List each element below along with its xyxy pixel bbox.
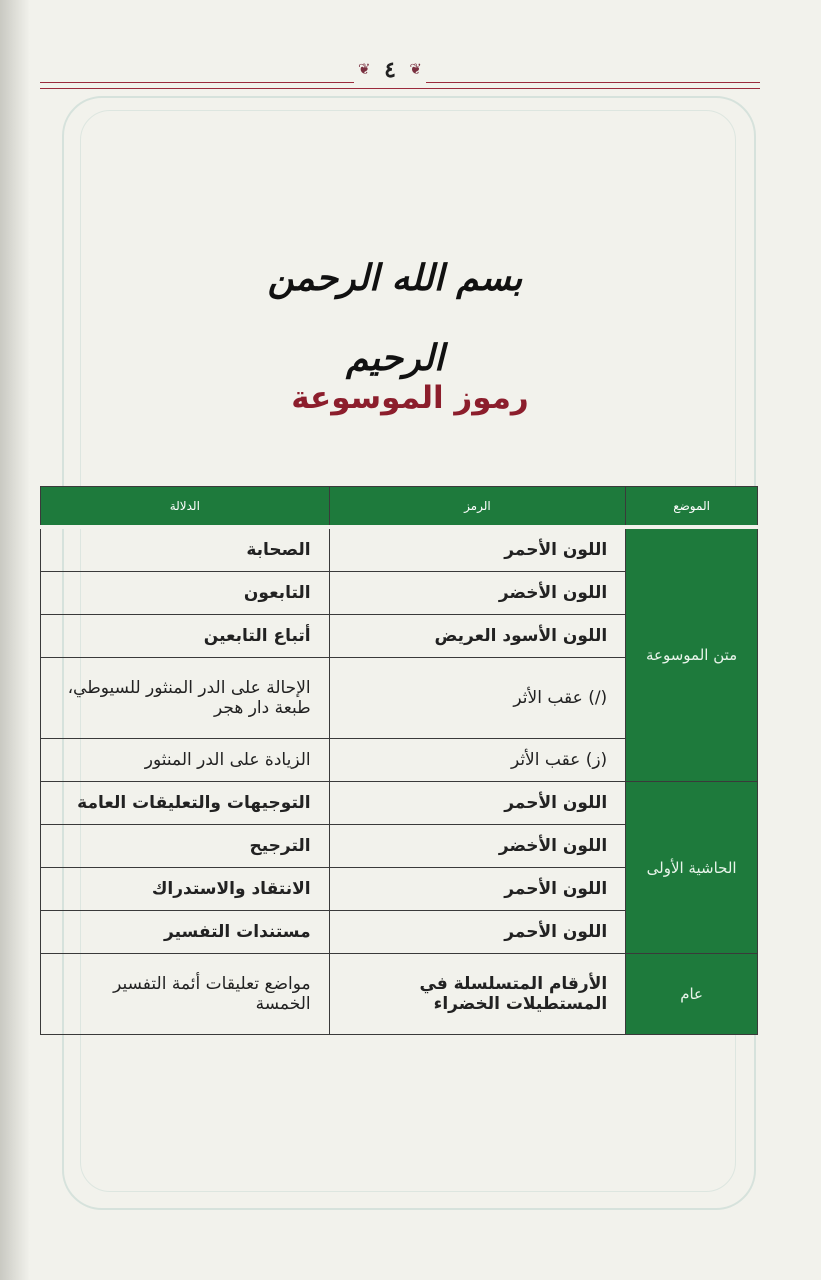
meaning-cell: التابعون — [41, 572, 330, 615]
table-header-row — [41, 487, 758, 528]
page-number: ٤ — [384, 57, 396, 83]
symbol-cell: اللون الأحمر — [329, 911, 626, 954]
symbol-cell: اللون الأسود العريض — [329, 615, 626, 658]
meaning-cell: الانتقاد والاستدراك — [41, 868, 330, 911]
header-meaning: الدلالة — [41, 487, 330, 528]
table-row — [41, 782, 758, 825]
meaning-cell: التوجيهات والتعليقات العامة — [41, 782, 330, 825]
symbol-cell: اللون الأخضر — [329, 572, 626, 615]
symbols-table — [40, 486, 758, 1035]
table-row — [41, 527, 758, 572]
basmala: بسم الله الرحمن الرحيم — [267, 257, 523, 379]
meaning-cell: الصحابة — [41, 527, 330, 572]
header-symbol: الرمز — [329, 487, 626, 528]
page-number-box — [354, 58, 426, 84]
location-cell: الحاشية الأولى — [626, 782, 758, 954]
meaning-cell: الترجيح — [41, 825, 330, 868]
header-location: الموضع — [626, 487, 758, 528]
symbol-cell: اللون الأحمر — [329, 527, 626, 572]
symbol-cell: اللون الأخضر — [329, 825, 626, 868]
meaning-cell: الإحالة على الدر المنثور للسيوطي، طبعة دار هجر — [41, 658, 330, 739]
ornament-icon: ❦ — [358, 60, 371, 78]
page-edge-shadow — [0, 0, 30, 1280]
ornament-icon: ❦ — [409, 60, 422, 78]
symbol-cell: اللون الأحمر — [329, 868, 626, 911]
location-cell: عام — [626, 954, 758, 1035]
header-line-bottom — [40, 88, 760, 89]
location-cell: متن الموسوعة — [626, 527, 758, 782]
symbol-cell: (ز) عقب الأثر — [329, 739, 626, 782]
meaning-cell: مواضع تعليقات أئمة التفسير الخمسة — [41, 954, 330, 1035]
symbol-cell: الأرقام المتسلسلة في المستطيلات الخضراء — [329, 954, 626, 1035]
page-title: رموز الموسوعة — [291, 380, 529, 416]
symbol-cell: اللون الأحمر — [329, 782, 626, 825]
symbol-cell: (/) عقب الأثر — [329, 658, 626, 739]
table-row — [41, 954, 758, 1035]
meaning-cell: أتباع التابعين — [41, 615, 330, 658]
meaning-cell: مستندات التفسير — [41, 911, 330, 954]
meaning-cell: الزيادة على الدر المنثور — [41, 739, 330, 782]
